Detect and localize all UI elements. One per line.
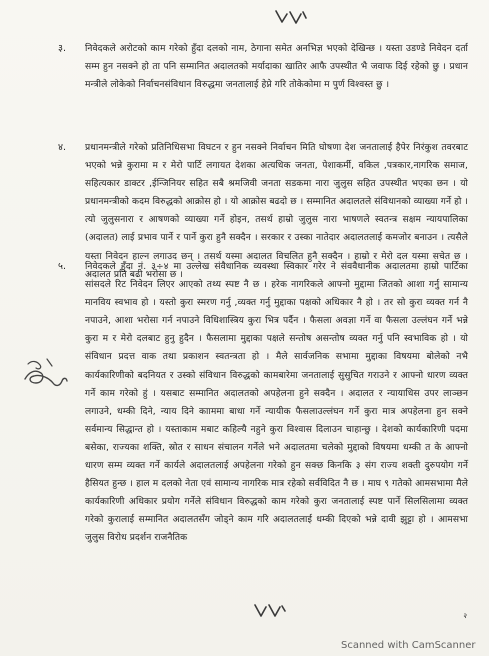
paragraph-text: प्रधानमन्त्रीले गरेको प्रतिनिधिसभा विघटन र हुन नसक्ने निर्वाचन मिति घोषणा देश जनतालाई हैपेर निरंकुश तवरबाट भएको भन्ने कुरामा म र मेरो पार्टि लगायत देशका अत्यधिक जनता, पेशाकर्मी, वकिल ,पत्रकार,नागरिक समाज, सहित्यकार डाक्टर ,ईन्जिनियर सहित सबै श्रमजिवी जनता सडकमा नारा जुलुस सहित उपस्थीत भएका छन । यो प्रधानमन्त्रीको कदम विरुद्धको आक्रोस हो । यो आक्रोस बढदो छ । सम्मानित अदालतले संविधानको व्याख्या गर्ने हो । त्यो जुलुसनारा र आषणको व्याख्या गर्ने होइन, तसर्थ हाम्रो जुलुस नारा भाषणले स्वतन्त्र सक्षम न्यायपालिका (अदालत) लाई प्रभाव पार्ने र पार्ने कुरा हुनै सक्दैन । सरकार र उस्का नातेदार अदालतलाई कमजोर बनाउन । त्यसैले यस्ता निवेदन हाल्न लगाउद छन् । तसर्थ यस्मा अदालत विचलित हुनै सक्दैन । हाम्रो र मेरो दल यस्मा सचेत छ । अदालत प्रति बढी भरोसा छ । (85, 143, 468, 280)
page-number: २ (463, 612, 467, 620)
paragraph-number: ५. (58, 261, 67, 272)
scanner-watermark: Scanned with CamScanner (341, 640, 476, 651)
paragraph-number: ३. (58, 43, 67, 54)
paragraph-number: ४. (58, 142, 67, 153)
handwritten-mark-bottom (252, 601, 288, 621)
paragraph-5 (58, 258, 468, 548)
handwritten-mark-top (272, 8, 310, 28)
paragraph-text: निवेदकले हुँदा नं. ३÷४ मा उल्लेख संवैधानिक व्यवस्था स्विकार गरेर ने संववैधानीक अदालतमा हाम्रो पार्टिका सांसदले रिट निवेदन लिएर आएको तथ्य स्पष्ट नै छ । हरेक नागरिकले आफ्नो मुद्दामा जितको आशा गर्नु सामान्य मानविय स्वभाव हो । यस्तो कुरा स्मरण गर्नु ,व्यक्त गर्नु मुद्दाका पक्षको अधिकार नै हो । तर सो कुरा व्यक्त गर्न नै नपाउने, आशा भरोसा गर्न नपाउने विधिशास्त्रिय कुरा भित्र पर्दैन । फैसला अवज्ञा गर्ने वा फैसला उल्लंघन गर्ने भन्ने कुरा म र मेरो दलबाट हुनु हुदैन । फैसलामा मुद्दाका पक्षले सन्तोष असन्तोष व्यक्त गर्नु पनि स्वभाविक हो । यो संविधान प्रदत्त वाक तथा प्रकाशन स्वतन्त्रता हो । मैले सार्वजनिक सभामा मुद्दाका विषयमा बोलेको नभै कार्यकारिणीको बदनियत र उस्को संविधान विरुद्धको कामबारेमा जनतालाई सुसुचित गराउने र आफ्नो धारण व्यक्त गर्ने काम गरेको हुं । यसबाट सम्मानित अदालतको अपहेलना हुने सक्दैन । अदालत र न्यायाधिस उपर लाञ्छन लगाउने, धम्की दिने, न्याय दिने कााममा बाधा गर्ने न्यायीक फैसलाउल्लंघन गर्ने कुरा मात्र अपहेलना हुन सक्ने सर्वमान्य सिद्धान्त हो । यस्ताकाम मबाट कहिल्यै नहुने कुरा विश्वास दिलाउन चाहान्छु । देशको कार्यकारिणी पदमा बसेका, राज्यका शक्ति, स्रोत र साधन संचालन गर्नेले भने अदालतमा चलेको मुद्दाको विषयमा धम्की त के आफ्नो धारण सम्म व्यक्त गर्ने कार्यले अदालतलाई अपहेलना गरेको हुन सक्छ किनकि ३ संग राज्य शक्ती दुरुपयोग गर्ने हैसियत हुन्छ । हाल म दलको नेता एवं सामान्य नागरिक मात्र रहेको सर्वविदित नै छ । माघ ९ गतेको आमसभामा मैले कार्यकारिणी अधिकार प्रयोग गर्नेले संविधान विरुद्धको काम गरेको कुरा जनतालाई स्पष्ट पार्ने सिलसिलामा व्यक्त गरेको कुरालाई सम्मानित अदालतसँग जोड्ने काम गरि अदालतलाई धम्की दिएको भन्ने दावी झुट्टा हो । आमसभा जुलुस विरोध प्रदर्शन राजनैतिक (85, 262, 468, 544)
paragraph-3 (58, 40, 468, 94)
paragraph-text: निवेदकले अरोटको काम गरेको हुँदा दलको नाम, ठेगाना समेत अनभिज्ञ भएको देखिन्छ । यस्ता उडण्डे निवेदन दर्ता सम्म हुन नसक्ने हो ता पनि सम्मानित अदालतको मर्यादाका खातिर आफै उपस्थीत भै जवाफ दिई रहेको छु । प्रधान मन्त्रीले लोकेको निर्वाचनसंविधान विरुद्धमा जनतालाई हेप्ने गरि तोकेकोमा म पुर्ण विश्वस्त छु । (85, 44, 468, 91)
